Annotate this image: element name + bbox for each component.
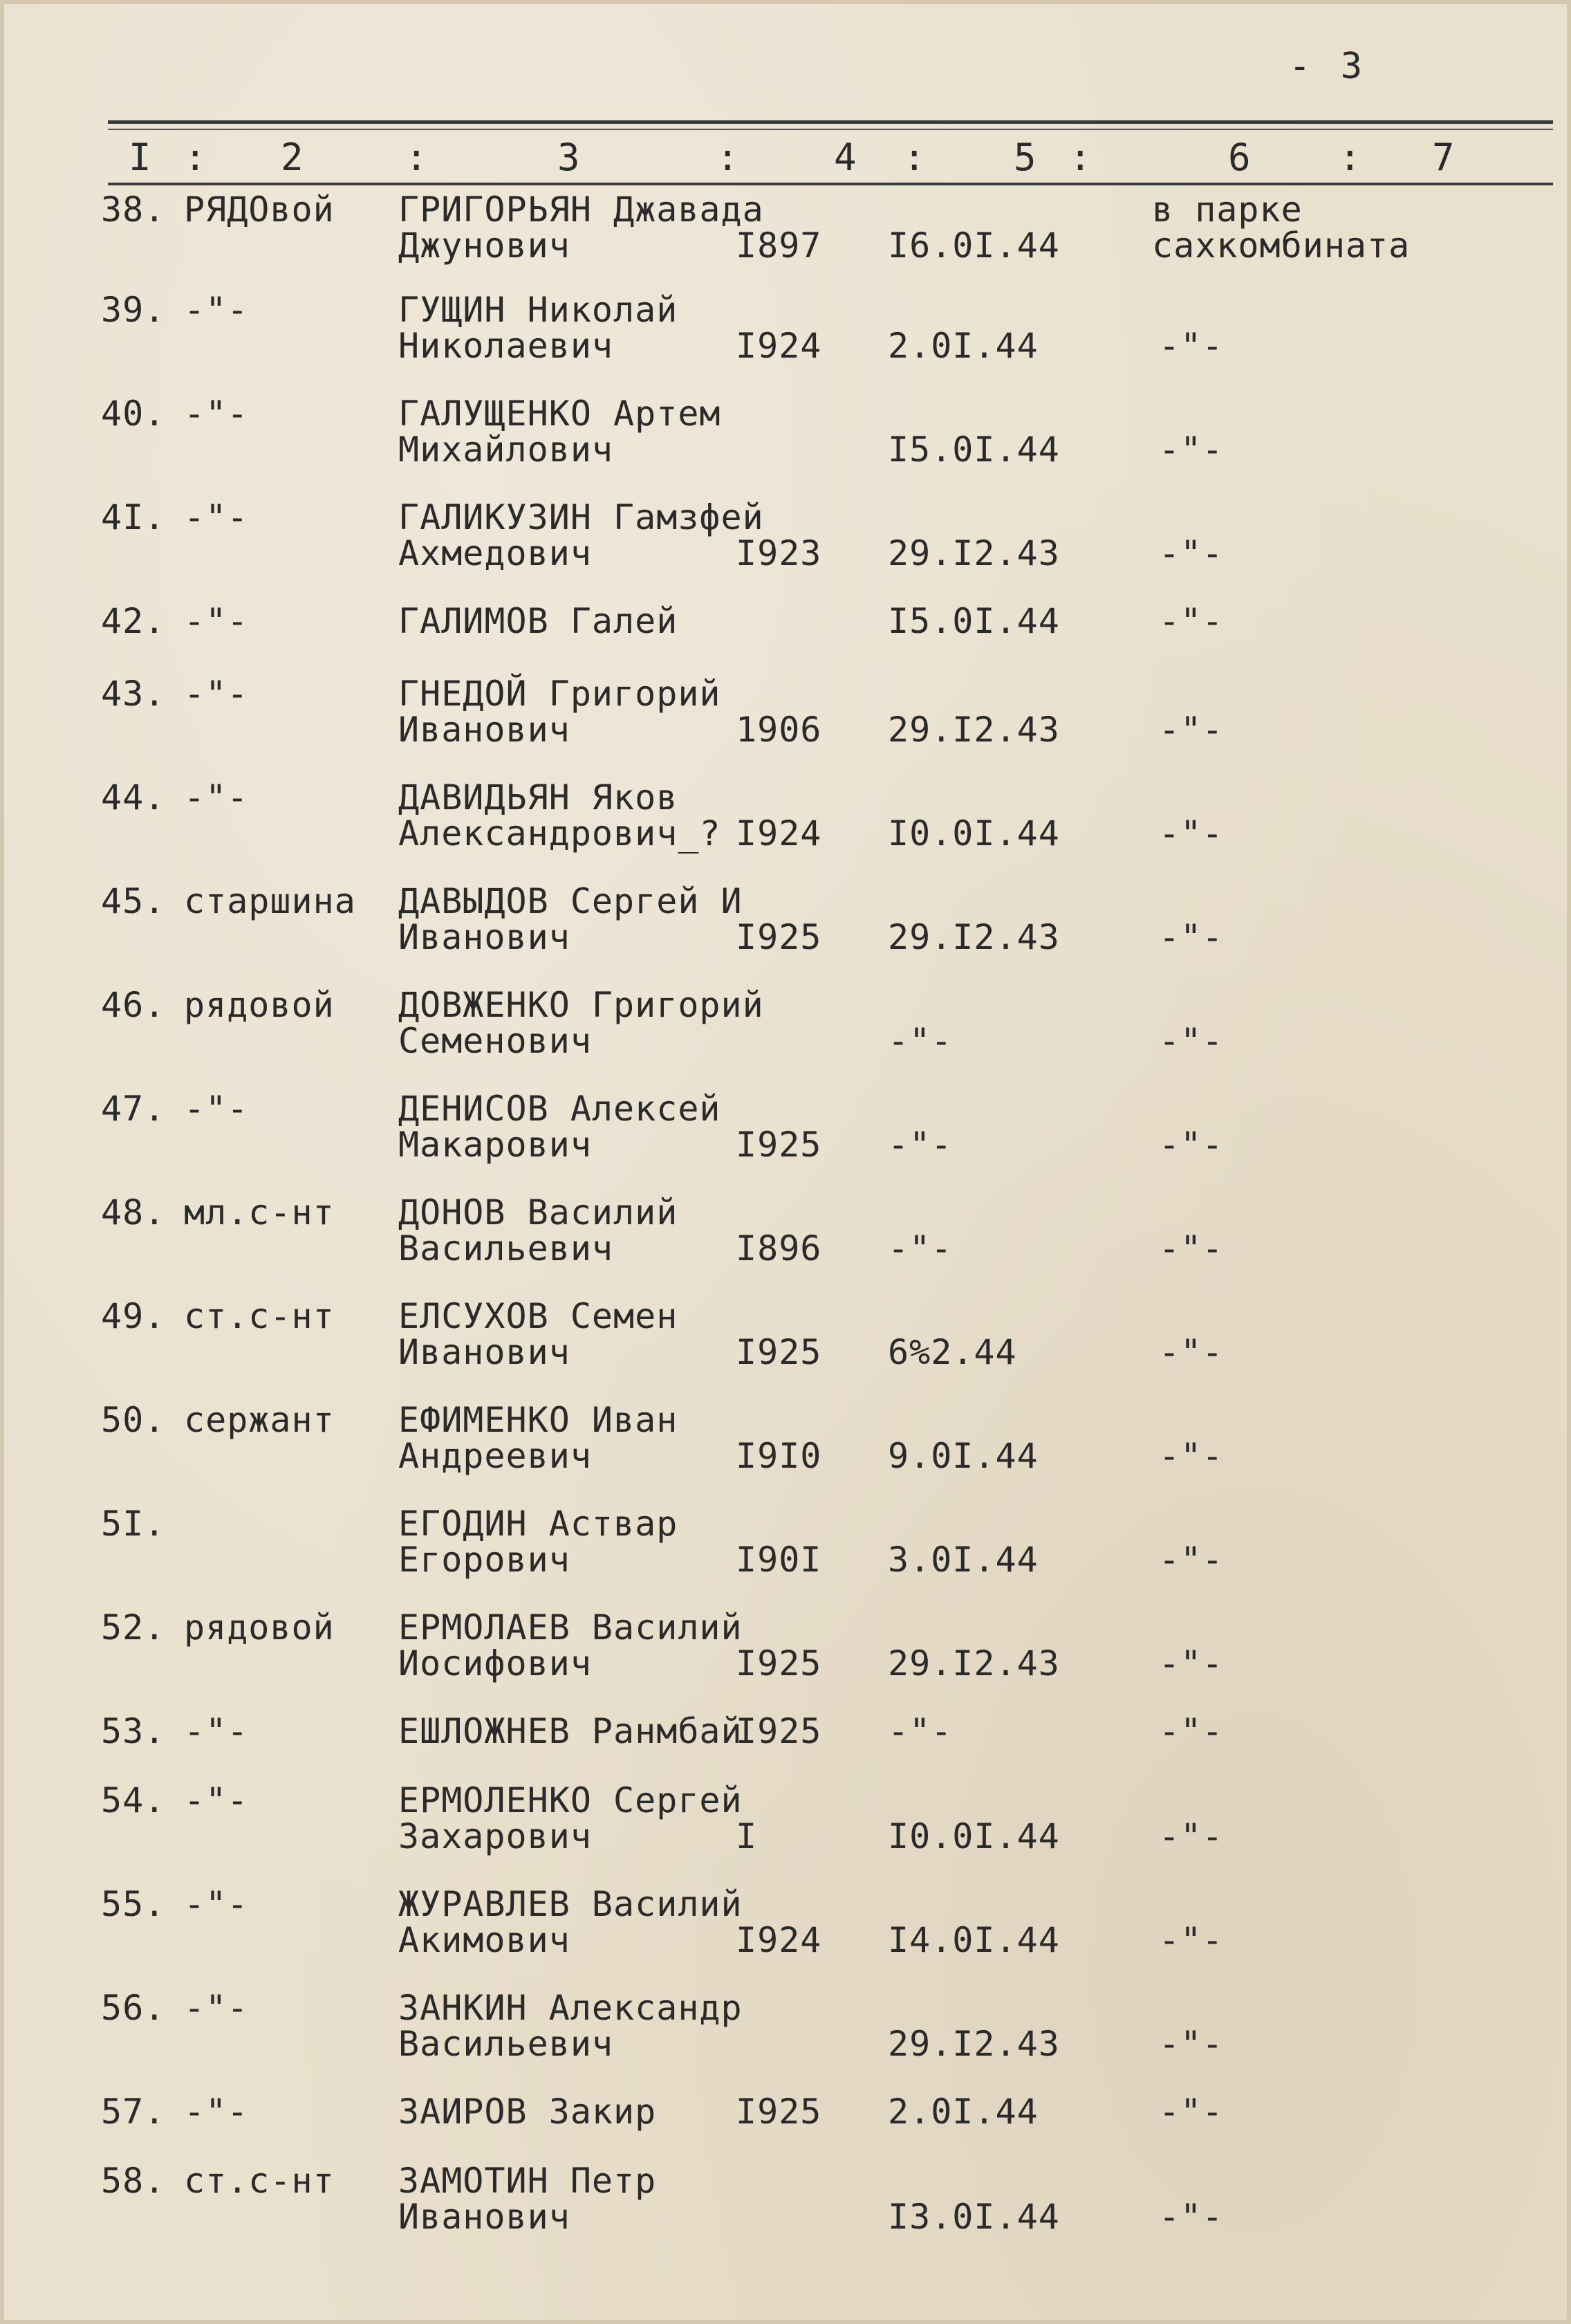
header-rule-bottom — [108, 183, 1553, 185]
surname-name: ДОВЖЕНКО Григорий — [398, 985, 764, 1025]
burial-place-line2: -"- — [1159, 813, 1224, 854]
table-row — [4, 602, 1571, 675]
birth-year: I925 — [736, 1711, 822, 1751]
surname-name: ЕРМОЛАЕВ Василий — [398, 1607, 743, 1648]
row-number: 44. — [101, 777, 166, 818]
col-header-4: 4 — [834, 136, 857, 179]
birth-year: I924 — [736, 326, 822, 366]
date-of-death: I6.0I.44 — [888, 225, 1060, 266]
rank: -"- — [184, 674, 249, 714]
row-number: 40. — [101, 394, 166, 434]
date-of-death: I5.0I.44 — [888, 601, 1060, 641]
date-of-death: I4.0I.44 — [888, 1920, 1060, 1960]
patronymic: Семенович — [398, 1021, 592, 1061]
burial-place: -"- — [1159, 1711, 1224, 1751]
row-number: 55. — [101, 1884, 166, 1924]
table-row — [4, 675, 1571, 779]
patronymic: Захарович — [398, 1816, 592, 1856]
surname-name: ДАВЫДОВ Сергей И — [398, 881, 743, 921]
row-number: 48. — [101, 1192, 166, 1233]
rank: мл.с-нт — [184, 1192, 335, 1233]
col-header-sep: : — [1069, 136, 1092, 179]
patronymic: Николаевич — [398, 326, 614, 366]
burial-place: -"- — [1159, 2092, 1224, 2132]
burial-place-line2: -"- — [1159, 2197, 1224, 2237]
burial-place-line2: -"- — [1159, 1332, 1224, 1372]
table-row — [4, 1989, 1571, 2093]
patronymic: Васильевич — [398, 1228, 614, 1269]
patronymic: Иванович — [398, 1332, 570, 1372]
date-of-death: 29.I2.43 — [888, 917, 1060, 957]
patronymic: Александрович_? — [398, 813, 721, 854]
row-number: 50. — [101, 1400, 166, 1440]
surname-name: ГАЛУЩЕНКО Артем — [398, 394, 721, 434]
burial-place-line2: -"- — [1159, 430, 1224, 470]
rank: -"- — [184, 601, 249, 641]
patronymic: Михайлович — [398, 430, 614, 470]
date-of-death: I0.0I.44 — [888, 1816, 1060, 1856]
burial-place-line2: -"- — [1159, 1816, 1224, 1856]
rank: -"- — [184, 1988, 249, 2028]
table-row — [4, 2093, 1571, 2162]
col-header-sep: : — [184, 136, 207, 179]
rank: старшина — [184, 881, 356, 921]
row-number: 56. — [101, 1988, 166, 2028]
rank: РЯДОвой — [184, 190, 335, 230]
row-number: 43. — [101, 674, 166, 714]
column-header — [108, 136, 1553, 180]
col-header-5: 5 — [1014, 136, 1037, 179]
surname-name: ЕЛСУХОВ Семен — [398, 1296, 678, 1336]
surname-name: ЗАМОТИН Петр — [398, 2161, 657, 2201]
surname-name: ЗАНКИН Александр — [398, 1988, 743, 2028]
table-row — [4, 1090, 1571, 1194]
rank: ст.с-нт — [184, 1296, 335, 1336]
date-of-death: 2.0I.44 — [888, 326, 1039, 366]
burial-place-line2: -"- — [1159, 1021, 1224, 1061]
patronymic: Акимович — [398, 1920, 570, 1960]
surname-name: ГУЩИН Николай — [398, 290, 678, 330]
row-number: 42. — [101, 601, 166, 641]
table-row — [4, 883, 1571, 986]
rank: -"- — [184, 1089, 249, 1129]
col-header-sep: : — [716, 136, 739, 179]
patronymic: Андреевич — [398, 1436, 592, 1476]
rank: рядовой — [184, 1607, 335, 1648]
date-of-death: 29.I2.43 — [888, 710, 1060, 750]
patronymic: Иосифович — [398, 1643, 592, 1684]
surname-name: ГРИГОРЬЯН Джавада — [398, 190, 764, 230]
patronymic: Иванович — [398, 917, 570, 957]
birth-year: I925 — [736, 1332, 822, 1372]
row-number: 47. — [101, 1089, 166, 1129]
date-of-death: -"- — [888, 1711, 953, 1751]
rank: -"- — [184, 2092, 249, 2132]
burial-place-line2: -"- — [1159, 1125, 1224, 1165]
table-row — [4, 779, 1571, 883]
rank: ст.с-нт — [184, 2161, 335, 2201]
burial-place-line2: -"- — [1159, 1228, 1224, 1269]
birth-year: I923 — [736, 533, 822, 573]
surname-name: ГАЛИМОВ Галей — [398, 601, 678, 641]
burial-place-line2: -"- — [1159, 2024, 1224, 2064]
table-row — [4, 291, 1571, 395]
surname-name: ДЕНИСОВ Алексей — [398, 1089, 721, 1129]
table-row — [4, 499, 1571, 602]
table-row — [4, 1298, 1571, 1401]
table-row — [4, 1194, 1571, 1298]
burial-place-line2: -"- — [1159, 1540, 1224, 1580]
patronymic: Макарович — [398, 1125, 592, 1165]
surname-name: ЕФИМЕНКО Иван — [398, 1400, 678, 1440]
burial-place-line2: -"- — [1159, 1920, 1224, 1960]
date-of-death: I5.0I.44 — [888, 430, 1060, 470]
birth-year: I896 — [736, 1228, 822, 1269]
col-header-sep: : — [903, 136, 926, 179]
row-number: 39. — [101, 290, 166, 330]
burial-place: в парке — [1152, 190, 1303, 230]
col-header-1: I — [129, 136, 151, 179]
table-row — [4, 191, 1571, 291]
birth-year: I925 — [736, 1643, 822, 1684]
col-header-7: 7 — [1432, 136, 1455, 179]
table-row — [4, 1401, 1571, 1505]
patronymic: Васильевич — [398, 2024, 614, 2064]
page-number: - 3 — [1289, 46, 1366, 87]
row-number: 46. — [101, 985, 166, 1025]
birth-year: I897 — [736, 225, 822, 266]
col-header-6: 6 — [1228, 136, 1251, 179]
surname-name: ДАВИДЬЯН Яков — [398, 777, 678, 818]
row-number: 49. — [101, 1296, 166, 1336]
row-number: 57. — [101, 2092, 166, 2132]
rank: -"- — [184, 290, 249, 330]
birth-year: I925 — [736, 2092, 822, 2132]
col-header-sep: : — [1339, 136, 1361, 179]
rank: рядовой — [184, 985, 335, 1025]
date-of-death: 29.I2.43 — [888, 2024, 1060, 2064]
row-number: 52. — [101, 1607, 166, 1648]
row-number: 5I. — [101, 1504, 166, 1544]
table-row — [4, 1713, 1571, 1782]
birth-year: 1906 — [736, 710, 822, 750]
date-of-death: 3.0I.44 — [888, 1540, 1039, 1580]
surname-name: ЕШЛОЖНЕВ Ранмбай — [398, 1711, 743, 1751]
burial-place-line2: -"- — [1159, 917, 1224, 957]
date-of-death: 2.0I.44 — [888, 2092, 1039, 2132]
surname-name: ЗАИРОВ Закир — [398, 2092, 657, 2132]
birth-year: I925 — [736, 1125, 822, 1165]
surname-name: ЕГОДИН Аствар — [398, 1504, 678, 1544]
patronymic: Ахмедович — [398, 533, 592, 573]
rank: -"- — [184, 1780, 249, 1820]
date-of-death: -"- — [888, 1125, 953, 1165]
table-row — [4, 1609, 1571, 1713]
rank: -"- — [184, 1884, 249, 1924]
burial-place-line2: сахкомбината — [1152, 225, 1411, 266]
table-row — [4, 1505, 1571, 1609]
surname-name: ЖУРАВЛЕВ Василий — [398, 1884, 743, 1924]
date-of-death: -"- — [888, 1228, 953, 1269]
surname-name: ГНЕДОЙ Григорий — [398, 674, 721, 714]
birth-year: I924 — [736, 813, 822, 854]
rank: -"- — [184, 1711, 249, 1751]
header-rule-top — [108, 120, 1553, 124]
table-row — [4, 2162, 1571, 2266]
date-of-death: 29.I2.43 — [888, 533, 1060, 573]
birth-year: I9I0 — [736, 1436, 822, 1476]
date-of-death: 29.I2.43 — [888, 1643, 1060, 1684]
patronymic: Джунович — [398, 225, 570, 266]
date-of-death: 6%2.44 — [888, 1332, 1017, 1372]
date-of-death: 9.0I.44 — [888, 1436, 1039, 1476]
burial-place-line2: -"- — [1159, 1436, 1224, 1476]
rank: -"- — [184, 777, 249, 818]
row-number: 38. — [101, 190, 166, 230]
table-row — [4, 1885, 1571, 1989]
patronymic: Иванович — [398, 710, 570, 750]
rank: -"- — [184, 394, 249, 434]
table-row — [4, 1782, 1571, 1885]
date-of-death: I0.0I.44 — [888, 813, 1060, 854]
birth-year: I90I — [736, 1540, 822, 1580]
burial-place-line2: -"- — [1159, 533, 1224, 573]
table-row — [4, 986, 1571, 1090]
col-header-2: 2 — [281, 136, 304, 179]
surname-name: ДОНОВ Василий — [398, 1192, 678, 1233]
burial-place: -"- — [1159, 601, 1224, 641]
row-number: 54. — [101, 1780, 166, 1820]
surname-name: ЕРМОЛЕНКО Сергей — [398, 1780, 743, 1820]
birth-year: I — [736, 1816, 758, 1856]
rank: -"- — [184, 497, 249, 537]
birth-year: I924 — [736, 1920, 822, 1960]
row-number: 53. — [101, 1711, 166, 1751]
patronymic: Егорович — [398, 1540, 570, 1580]
burial-place-line2: -"- — [1159, 326, 1224, 366]
col-header-sep: : — [405, 136, 428, 179]
header-rule-thin — [108, 129, 1553, 130]
row-number: 58. — [101, 2161, 166, 2201]
burial-place-line2: -"- — [1159, 1643, 1224, 1684]
rank: сержант — [184, 1400, 335, 1440]
patronymic: Иванович — [398, 2197, 570, 2237]
date-of-death: I3.0I.44 — [888, 2197, 1060, 2237]
birth-year: I925 — [736, 917, 822, 957]
table-row — [4, 395, 1571, 499]
row-number: 45. — [101, 881, 166, 921]
col-header-3: 3 — [557, 136, 580, 179]
date-of-death: -"- — [888, 1021, 953, 1061]
surname-name: ГАЛИКУЗИН Гамзфей — [398, 497, 764, 537]
burial-place-line2: -"- — [1159, 710, 1224, 750]
row-number: 4I. — [101, 497, 166, 537]
